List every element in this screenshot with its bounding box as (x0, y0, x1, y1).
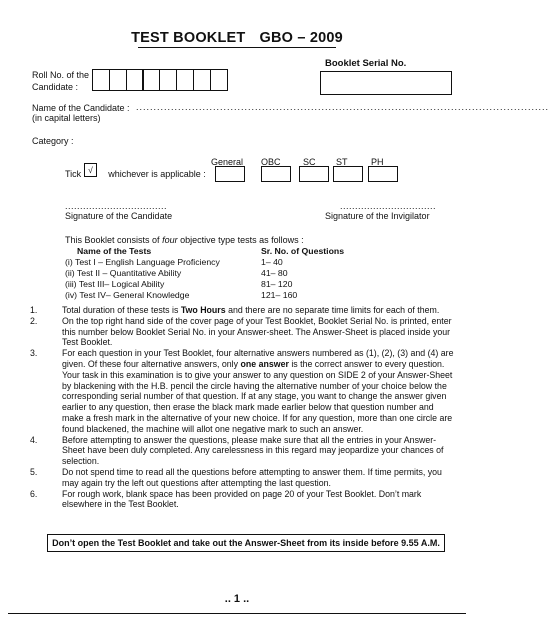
tests-intro (65, 235, 304, 245)
instruction-text (62, 489, 455, 511)
instruction-item (30, 348, 455, 434)
test-name: (iv) Test IV– General Knowledge (65, 290, 190, 300)
name-dots: ...................................................................................................................... (136, 102, 549, 112)
instruction-item (30, 316, 455, 348)
test-name: (i) Test I – English Language Proficiency (65, 257, 220, 267)
instruction-item (30, 435, 455, 467)
invigilator-signature-dots: ................................ (340, 201, 437, 211)
category-ph-label: PH (371, 157, 384, 167)
category-sc-box (299, 166, 329, 182)
instruction-text (62, 348, 455, 434)
instruction-number: 6. (30, 488, 38, 499)
category-obc-label: OBC (261, 157, 281, 167)
roll-number-box (176, 69, 194, 91)
instruction-text (62, 316, 455, 348)
instruction-text-pre: For rough work, blank space has been provided on page 20 of your Test Booklet. Don’t mark elsewhere in the Test Booklet. (62, 488, 422, 510)
intro-em: four (162, 235, 178, 245)
booklet-title (0, 30, 474, 46)
instruction-text-pre: Do not spend time to read all the questions before attempting to answer them. If time permits, you may again try the left out questions after attempting the last question. (62, 466, 442, 488)
roll-number-box (126, 69, 144, 91)
roll-number-box (142, 69, 160, 91)
instruction-text-pre: On the top right hand side of the cover page of your Test Booklet, Booklet Serial No. is printed, enter this number below Booklet Serial No. in your Answer-sheet. The Answer-Sheet is placed inside your Test Booklet. (62, 315, 452, 348)
title-left: TEST BOOKLET (131, 30, 246, 46)
tests-row (65, 268, 344, 279)
exam-notice: Don’t open the Test Booklet and take out the Answer-Sheet from its inside before 9.55 A.M. (47, 534, 445, 552)
candidate-signature-dots: .................................. (65, 201, 168, 211)
instruction-text (62, 467, 455, 489)
tests-col-name: Name of the Tests (77, 246, 152, 256)
serial-label: Booklet Serial No. (325, 58, 407, 69)
intro-pre: This Booklet consists of (65, 235, 160, 245)
instruction-number: 4. (30, 434, 38, 445)
tick-label-pre: Tick (65, 169, 82, 179)
title-right: GBO – 2009 (259, 30, 343, 46)
instruction-item (30, 467, 455, 489)
tests-row (65, 257, 344, 268)
test-name: (iii) Test III– Logical Ability (65, 279, 165, 289)
roll-number-box (193, 69, 211, 91)
invigilator-signature-label: Signature of the Invigilator (325, 211, 430, 221)
category-general-label: General (211, 157, 244, 167)
tests-row (65, 279, 344, 290)
instruction-number: 1. (30, 305, 38, 315)
test-range: 121– 160 (261, 290, 298, 300)
instruction-text-pre: Total duration of these tests is (62, 305, 181, 315)
candidate-signature-label: Signature of the Candidate (65, 211, 173, 221)
instructions-list (30, 305, 455, 510)
test-range: 1– 40 (261, 257, 283, 267)
roll-number-box (210, 69, 228, 91)
category-st-label: ST (336, 157, 348, 167)
instruction-text-post: and there are no separate time limits for each of them. (225, 305, 440, 315)
test-range: 81– 120 (261, 279, 293, 289)
instruction-item (30, 305, 455, 316)
instruction-text-pre: For each question in your Test Booklet, four alternative answers numbered as (1), (2), (3) and (4) are given. Of these four alternative answers, only (62, 348, 454, 369)
roll-label-line1: Roll No. of the (32, 70, 90, 80)
title-underline (138, 47, 336, 48)
tick-label-post: whichever is applicable : (108, 169, 206, 179)
instruction-item (30, 489, 455, 511)
name-label: Name of the Candidate : (32, 103, 130, 113)
roll-number-box (109, 69, 127, 91)
tests-col-range: Sr. No. of Questions (261, 246, 345, 256)
roll-label-line2: Candidate : (32, 82, 79, 92)
roll-number-boxes (92, 69, 227, 91)
name-note: (in capital letters) (32, 113, 101, 123)
category-label: Category : (32, 136, 74, 146)
instruction-text (62, 435, 455, 467)
category-obc-box (261, 166, 291, 182)
serial-box (320, 71, 452, 95)
instruction-text-bold: one answer (240, 358, 289, 369)
tick-mark-icon: √ (84, 163, 97, 177)
roll-label (32, 69, 89, 93)
instruction-number: 3. (30, 348, 38, 359)
tests-row (65, 290, 344, 301)
category-ph-box (368, 166, 398, 182)
tests-table (65, 246, 344, 301)
tests-header-row (65, 246, 344, 257)
category-general-box (215, 166, 245, 182)
instruction-text-pre: Before attempting to answer the questions, please make sure that all the entries in your Answer-Sheet have been duly completed. Any carelessness in this regard may jeopardize your chances of selection. (62, 434, 444, 467)
instruction-text-bold: Two Hours (180, 305, 226, 315)
instruction-text-post: is the correct answer to every question. Your task in this examination is to give your answer to any question on SIDE 2 of your Answer-Sheet by blackening with the H.B. pencil the circle having the alternative number of your choice below the corresponding serial number of that question. If at any stage, you want to change the answer given earlier to any question, then erase the black mark made earlier below that question number and make a fresh mark in the alternative of your new choice. If for any question, more than one circle are found blackened, the machine will allot one negative mark to such an answer. (62, 358, 453, 434)
category-sc-label: SC (303, 157, 316, 167)
page-number: .. 1 .. (224, 593, 250, 605)
category-st-box (333, 166, 363, 182)
test-range: 41– 80 (261, 268, 288, 278)
test-name: (ii) Test II – Quantitative Ability (65, 268, 182, 278)
intro-post: objective type tests as follows : (180, 235, 304, 245)
instruction-number: 2. (30, 315, 38, 326)
roll-number-box (92, 69, 110, 91)
instruction-number: 5. (30, 466, 38, 477)
instruction-text (62, 305, 455, 316)
roll-number-box (159, 69, 177, 91)
footer-rule (8, 613, 466, 614)
